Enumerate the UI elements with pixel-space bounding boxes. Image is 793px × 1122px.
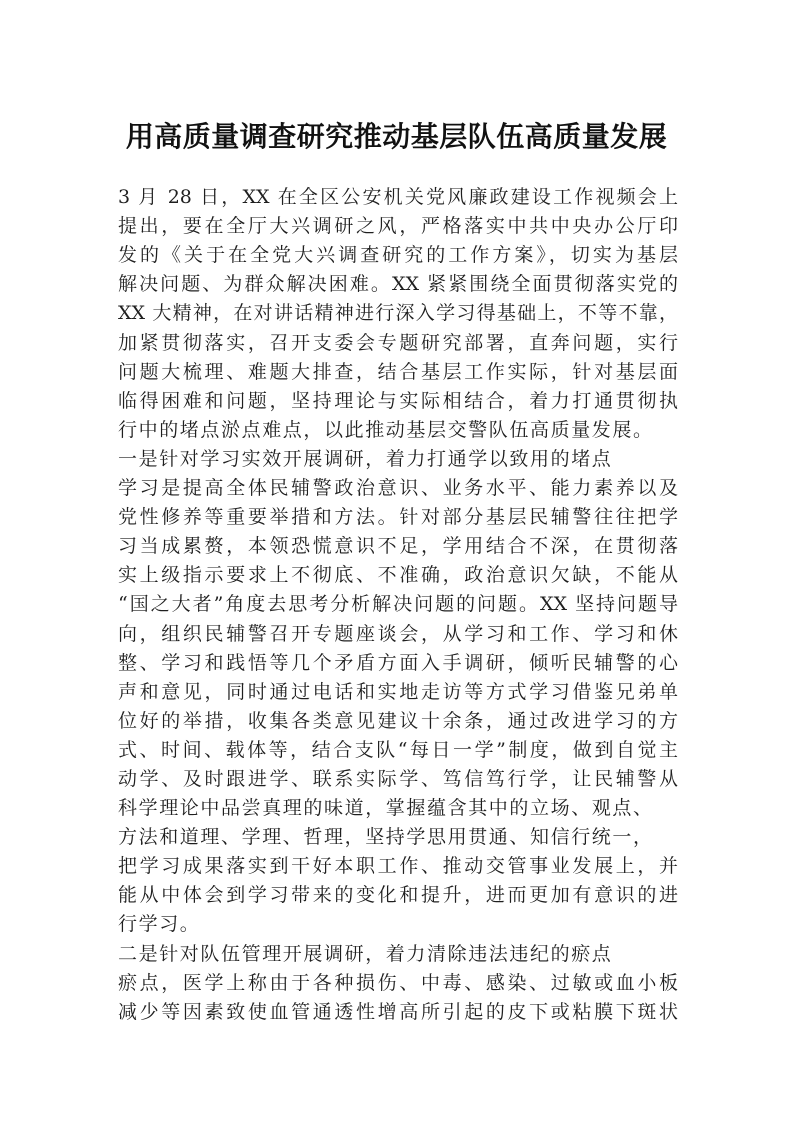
paragraph-line: 临得困难和问题，坚持理论与实际相结合，着力打通贯彻执	[118, 390, 678, 412]
section-heading-2: 二是针对队伍管理开展调研，着力清除违法违纪的瘀点	[118, 943, 613, 965]
paragraph-line: 加紧贯彻落实，召开支委会专题研究部署，直奔问题，实行	[118, 332, 678, 354]
paragraph-line: 科学理论中品尝真理的味道，掌握蕴含其中的立场、观点、	[118, 797, 654, 819]
paragraph-line: 解决问题、为群众解决困难。XX 紧紧围绕全面贯彻落实党的	[118, 273, 678, 295]
paragraph-line: 实上级指示要求上不彻底、不准确，政治意识欠缺，不能从	[118, 564, 678, 586]
paragraph-line: 把学习成果落实到干好本职工作、推动交管事业发展上，并	[118, 855, 678, 877]
paragraph-line: 问题大梳理、难题大排查，结合基层工作实际，针对基层面	[118, 361, 678, 383]
paragraph-line: “国之大者”角度去思考分析解决问题的问题。XX 坚持问题导	[118, 593, 678, 615]
paragraph-line: 学习是提高全体民辅警政治意识、业务水平、能力素养以及	[118, 477, 678, 499]
paragraph-line: 瘀点，医学上称由于各种损伤、中毒、感染、过敏或血小板	[118, 972, 678, 994]
paragraph-line: 向，组织民辅警召开专题座谈会，从学习和工作、学习和休	[118, 623, 678, 645]
paragraph-line: 能从中体会到学习带来的变化和提升，进而更加有意识的进	[118, 884, 678, 906]
paragraph-line: XX 大精神，在对讲话精神进行深入学习得基础上，不等不靠，	[118, 302, 678, 324]
paragraph-line: 位好的举措，收集各类意见建议十余条，通过改进学习的方	[118, 710, 678, 732]
paragraph-line: 减少等因素致使血管通透性增高所引起的皮下或粘膜下斑状	[118, 1001, 678, 1023]
paragraph-line: 式、时间、载体等，结合支队“每日一学”制度，做到自觉主	[118, 739, 678, 761]
paragraph-line: 声和意见，同时通过电话和实地走访等方式学习借鉴兄弟单	[118, 681, 678, 703]
paragraph-line: 动学、及时跟进学、联系实际学、笃信笃行学，让民辅警从	[118, 768, 678, 790]
paragraph-line: 方法和道理、学理、哲理，坚持学思用贯通、知信行统一，	[118, 826, 654, 848]
paragraph-line: 3 月 28 日，XX 在全区公安机关党风廉政建设工作视频会上	[118, 186, 678, 208]
paragraph-line: 党性修养等重要举措和方法。针对部分基层民辅警往往把学	[118, 506, 678, 528]
section-heading-1: 一是针对学习实效开展调研，着力打通学以致用的堵点	[118, 448, 613, 470]
paragraph-line: 行中的堵点淤点难点，以此推动基层交警队伍高质量发展。	[118, 419, 654, 441]
document-title: 用高质量调查研究推动基层队伍高质量发展	[125, 120, 668, 153]
paragraph-line: 提出，要在全厅大兴调研之风，严格落实中共中央办公厅印	[118, 215, 678, 237]
paragraph-line: 行学习。	[118, 913, 201, 935]
paragraph-line: 习当成累赘，本领恐慌意识不足，学用结合不深，在贯彻落	[118, 535, 678, 557]
paragraph-line: 整、学习和践悟等几个矛盾方面入手调研，倾听民辅警的心	[118, 652, 678, 674]
paragraph-line: 发的《关于在全党大兴调查研究的工作方案》，切实为基层	[118, 244, 678, 266]
